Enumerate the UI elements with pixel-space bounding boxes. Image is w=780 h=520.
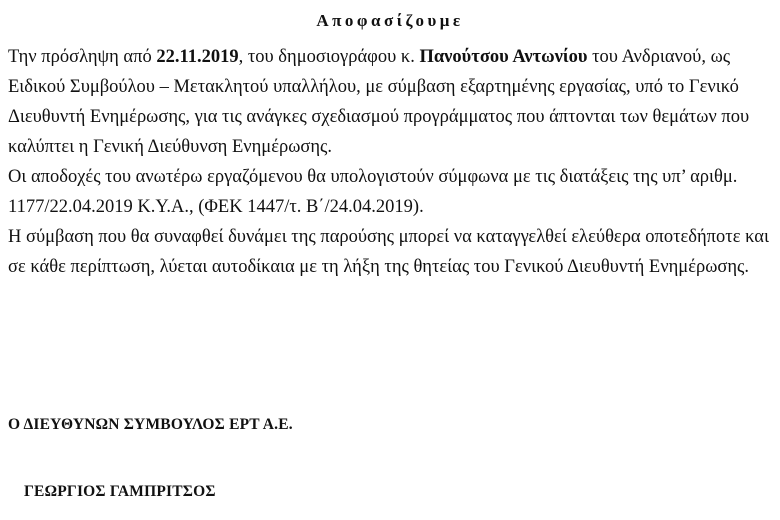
paragraph-line: σε κάθε περίπτωση, λύεται αυτοδίκαια με τη λήξη της θητείας του Γενικού Διευθυντή Ενημέρωσης. — [8, 257, 749, 277]
hiring-date: 22.11.2019 — [156, 47, 239, 67]
paragraph-line: 1177/22.04.2019 Κ.Υ.Α., (ΦΕΚ 1447/τ. Β΄/24.04.2019). — [8, 197, 424, 217]
paragraph-line: καλύπτει η Γενική Διεύθυνση Ενημέρωσης. — [8, 137, 332, 157]
document-heading: Αποφασίζουμε — [316, 11, 464, 30]
paragraph-line: Διευθυντή Ενημέρωσης, για τις ανάγκες σχεδιασμού προγράμματος που άπτονται των θεμάτων που — [8, 107, 750, 127]
signature-name: ΓΕΩΡΓΙΟΣ ΓΑΜΠΡΙΤΣΟΣ — [24, 483, 216, 500]
paragraph-line: Οι αποδοχές του ανωτέρω εργαζόμενου θα υπολογιστούν σύμφωνα με τις διατάξεις της υπ’ αριθμ. — [8, 167, 738, 187]
document-body — [8, 42, 769, 282]
employee-name: Πανούτσου Αντωνίου — [419, 47, 588, 67]
text-run: , του δημοσιογράφου κ. — [238, 47, 420, 67]
paragraph-contract-termination — [8, 222, 769, 282]
paragraph-salary — [8, 162, 738, 222]
paragraph-line: Ειδικού Συμβούλου – Μετακλητού υπαλλήλου, με σύμβαση εξαρτημένης εργασίας, υπό το Γενικό — [8, 77, 739, 97]
text-run: του Ανδριανού, ως — [587, 47, 731, 67]
paragraph-line — [8, 42, 731, 72]
paragraph-hiring-decision — [8, 42, 750, 162]
text-run: Την πρόσληψη από — [8, 47, 157, 67]
paragraph-line: Η σύμβαση που θα συναφθεί δυνάμει της παρούσης μπορεί να καταγγελθεί ελεύθερα οποτεδήποτε και — [8, 227, 769, 247]
signature-title: Ο ΔΙΕΥΘΥΝΩΝ ΣΥΜΒΟΥΛΟΣ ΕΡΤ Α.Ε. — [8, 416, 293, 433]
